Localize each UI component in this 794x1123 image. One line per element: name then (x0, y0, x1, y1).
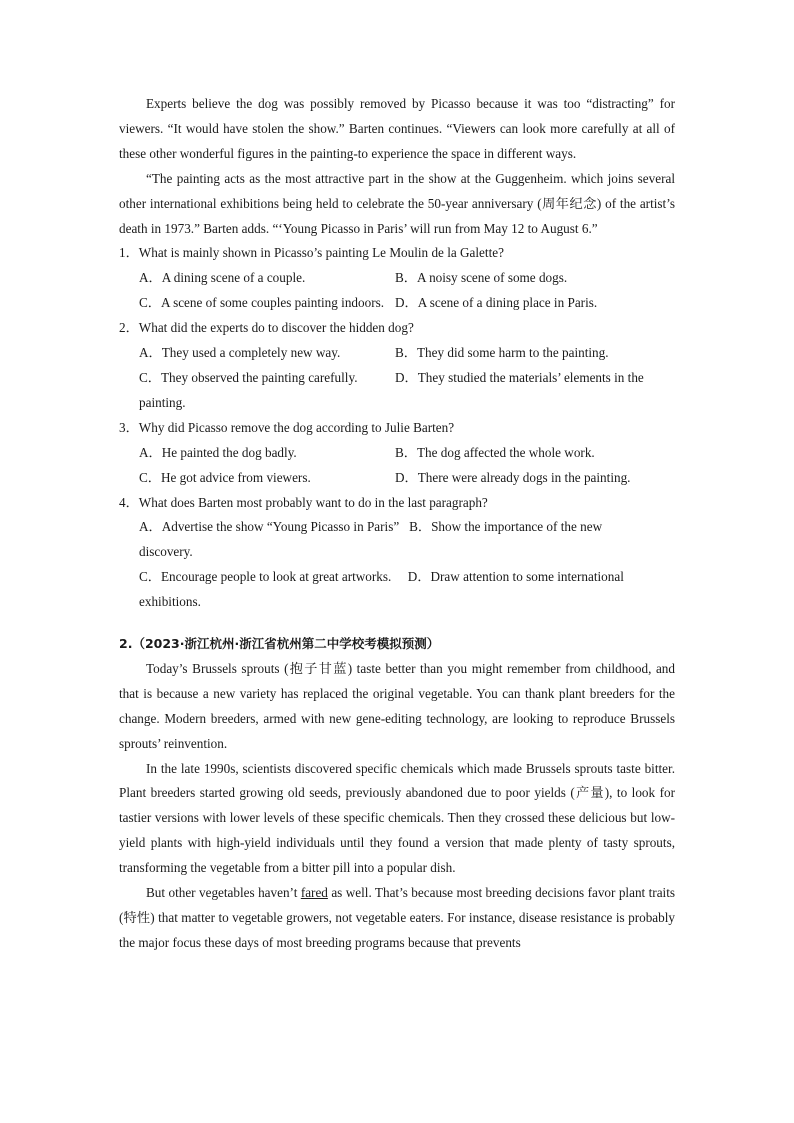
text-run: But other vegetables haven’t (146, 885, 301, 901)
passage-paragraph: Today’s Brussels sprouts (抱子甘蓝) taste better than you might remember from childhood, and that is because a new variety has replaced the original vegetable. You can thank plant breeders for the change. Modern breeders, armed with new gene-editing technology, are looking to reproduce Brussels sprouts’ reinvention. (119, 660, 675, 751)
option-continuation: discovery. (139, 544, 193, 560)
question-3 (119, 416, 675, 491)
option-d: D．There were already dogs in the painting. (395, 469, 631, 485)
option-d: D．They studied the materials’ elements in the (395, 369, 644, 385)
passage-paragraph: Experts believe the dog was possibly removed by Picasso because it was too “distracting” for viewers. “It would have stolen the show.” Barten continues. “Viewers can look more carefully at all of these other wonderful figures in the painting-to experience the space in different ways. (119, 96, 675, 161)
page-content (119, 92, 675, 956)
option-a: A．A dining scene of a couple. (139, 270, 306, 286)
option-row (119, 291, 675, 316)
passage-paragraph (119, 881, 675, 956)
option-b: B．The dog affected the whole work. (395, 444, 595, 460)
option-row (119, 441, 675, 466)
option-c: C．A scene of some couples painting indoors. (139, 295, 385, 311)
passage-paragraph: In the late 1990s, scientists discovered specific chemicals which made Brussels sprouts taste bitter. Plant breeders started growing old seeds, previously abandoned due to poor yields (产量), to look for tastier versions with lower levels of these specific chemicals. Then they crossed these delicious but low-yield plants with high-yield individuals until they found a version that made plenty of tasty sprouts, transforming the vegetable from a bitter pill into a popular dish. (119, 760, 675, 876)
option-continuation: exhibitions. (139, 594, 201, 610)
option-b: B．They did some harm to the painting. (395, 345, 609, 361)
option-row (119, 466, 675, 491)
option-c: C．They observed the painting carefully. (139, 369, 358, 385)
question-4 (119, 491, 675, 616)
question-stem: 3．Why did Picasso remove the dog according to Julie Barten? (119, 419, 455, 435)
option-d: D．A scene of a dining place in Paris. (395, 295, 598, 311)
option-row-ab: A．Advertise the show “Young Picasso in Paris” B．Show the importance of the new (139, 519, 603, 535)
option-row (119, 366, 675, 391)
option-b: B．A noisy scene of some dogs. (395, 270, 568, 286)
option-a: A．They used a completely new way. (139, 345, 341, 361)
option-c: C．He got advice from viewers. (139, 469, 311, 485)
question-stem: 2．What did the experts do to discover the hidden dog? (119, 320, 414, 336)
text-run: as well. That’s because most breeding decisions favor plant traits (特性) that matter to vegetable growers, not vegetable eaters. For instance, disease resistance is probably the major focus these days of most breeding programs because that prevents (119, 885, 676, 950)
underlined-word: fared (300, 885, 328, 901)
passage-paragraph: “The painting acts as the most attractive part in the show at the Guggenheim. which joins several other international exhibitions being held to celebrate the 50-year anniversary (周年纪念) of the artist’s death in 1973.” Barten adds. “‘Young Picasso in Paris’ will run from May 12 to August 6.” (119, 170, 675, 236)
question-stem: 4．What does Barten most probably want to do in the last paragraph? (119, 494, 488, 510)
option-a: A．He painted the dog badly. (139, 444, 297, 460)
option-row (119, 341, 675, 366)
option-row (119, 266, 675, 291)
option-row-cd: C．Encourage people to look at great artworks. D．Draw attention to some international (139, 569, 624, 585)
question-1 (119, 241, 675, 316)
question-2 (119, 316, 675, 416)
section-heading: 2.（2023·浙江杭州·浙江省杭州第二中学校考模拟预测） (119, 636, 440, 652)
question-stem: 1．What is mainly shown in Picasso’s painting Le Moulin de la Galette? (119, 245, 504, 261)
option-continuation: painting. (139, 394, 186, 410)
